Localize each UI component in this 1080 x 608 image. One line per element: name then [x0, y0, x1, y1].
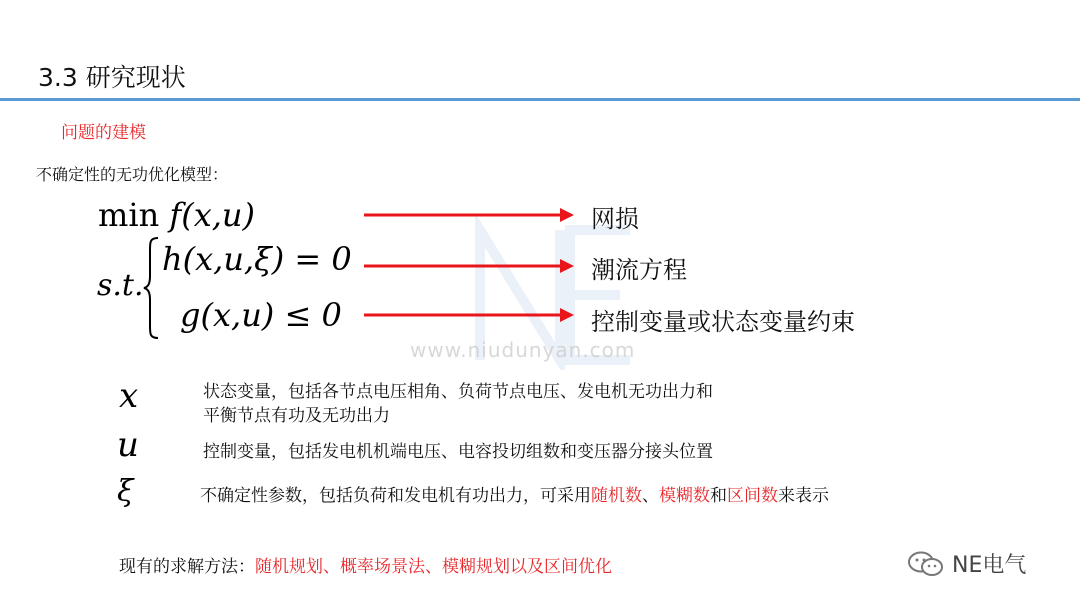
watermark-url: www.niudunyan.com [410, 338, 636, 362]
symbol-x: x [119, 376, 139, 416]
label-network-loss: 网损 [591, 205, 639, 233]
inequality-constraint: g(x,u) ≤ 0 [180, 296, 342, 334]
label-variable-constraints: 控制变量或状态变量约束 [591, 308, 855, 336]
wechat-icon [906, 550, 946, 578]
objective-expression: f(x,u) [169, 196, 255, 234]
description-xi-suffix: 来表示 [778, 486, 829, 506]
subject-to-keyword: s.t. [97, 268, 144, 303]
arrow-inequality-icon [364, 305, 576, 325]
symbol-u: u [117, 425, 139, 465]
section-subtitle: 问题的建模 [61, 123, 146, 143]
min-keyword: min [98, 196, 160, 234]
separator-1: 、 [642, 486, 659, 506]
term-random-number: 随机数 [591, 486, 642, 506]
description-u: 控制变量，包括发电机机端电压、电容投切组数和变压器分接头位置 [203, 442, 713, 462]
term-fuzzy-number: 模糊数 [659, 486, 710, 506]
slide-title: 3.3 研究现状 [38, 63, 186, 92]
description-x-line1: 状态变量，包括各节点电压相角、负荷节点电压、发电机无功出力和 [203, 382, 713, 402]
description-x [203, 380, 713, 428]
methods-prefix: 现有的求解方法： [119, 557, 255, 577]
objective-formula [98, 196, 255, 234]
arrow-equality-icon [364, 256, 576, 276]
symbol-xi: ξ [117, 474, 134, 509]
title-divider [0, 98, 1080, 101]
constraint-brace-icon [142, 236, 160, 340]
brand-badge [906, 548, 1026, 579]
methods-list: 随机规划、概率场景法、模糊规划以及区间优化 [255, 557, 612, 577]
description-xi [200, 484, 829, 508]
description-xi-prefix: 不确定性参数，包括负荷和发电机有功出力，可采用 [200, 486, 591, 506]
solution-methods [119, 552, 612, 577]
brand-name: NE电气 [952, 553, 1027, 578]
intro-text: 不确定性的无功优化模型： [36, 165, 229, 184]
term-interval-number: 区间数 [727, 486, 778, 506]
description-x-line2: 平衡节点有功及无功出力 [203, 406, 390, 426]
label-power-flow: 潮流方程 [591, 256, 687, 284]
arrow-objective-icon [364, 205, 576, 225]
separator-2: 和 [710, 486, 727, 506]
equality-constraint: h(x,u,ξ) = 0 [162, 240, 352, 278]
